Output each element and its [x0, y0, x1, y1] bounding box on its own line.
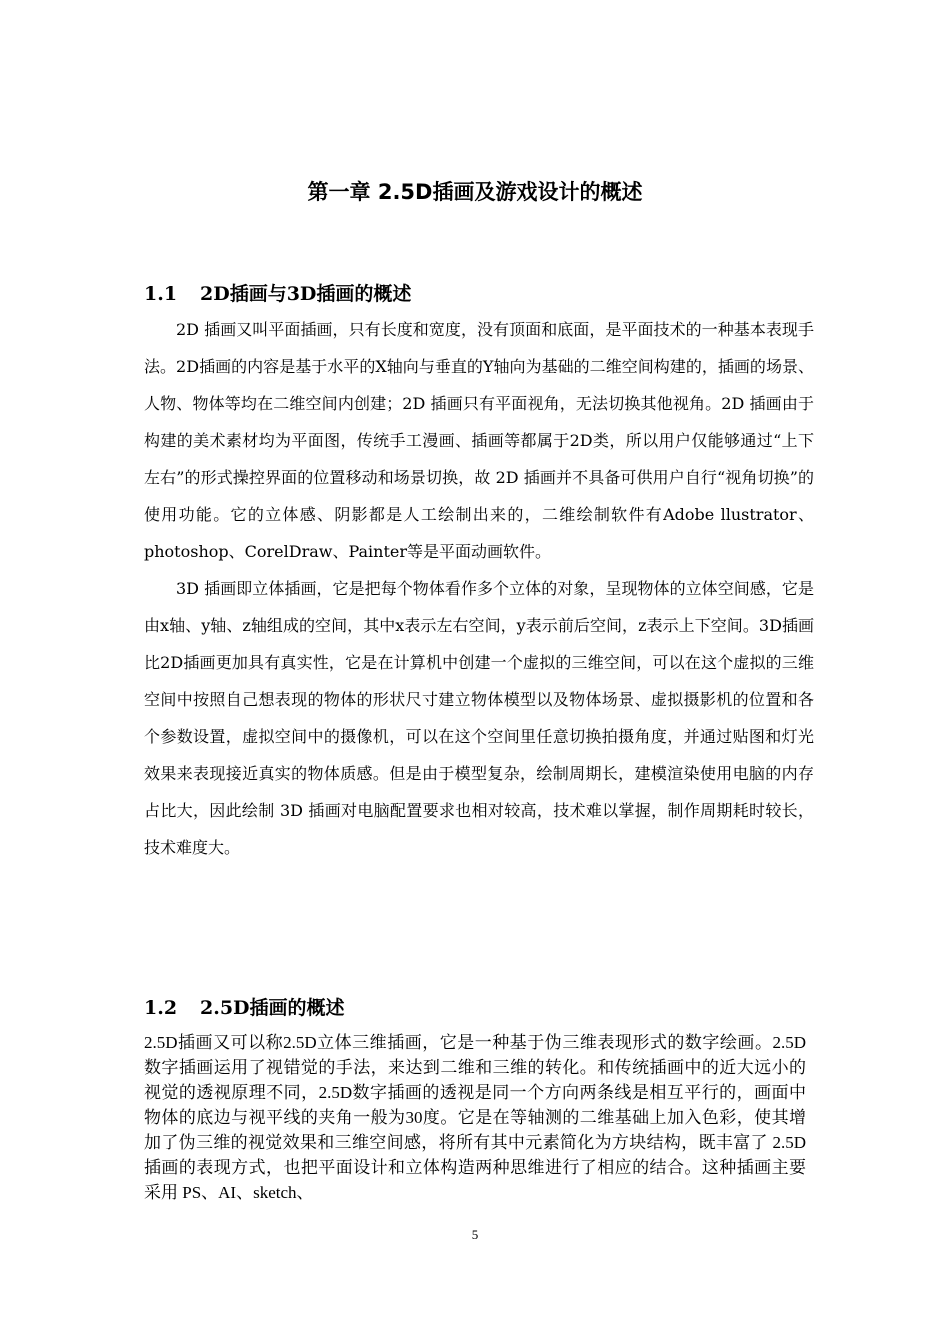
section-heading-1-2 [144, 994, 824, 1022]
paragraph-2-5d-illustration: 2.5D插画又可以称2.5D立体三维插画，它是一种基于伪三维表现形式的数字绘画。2.5D 数字插画运用了视错觉的手法，来达到二维和三维的转化。和传统插画中的近大远小的视觉的透视原理不同，2.5D数字插画的透视是同一个方向两条线是相互平行的，画面中物体的底边与视平线的夹角一般为30度。它是在等轴测的二维基础上加入色彩，使其增加了伪三维的视觉效果和三维空间感，将所有其中元素简化为方块结构，既丰富了 2.5D插画的表现方式，也把平面设计和立体构造两种思维进行了相应的结合。这种插画主要采用 PS、AI、sketch、 [144, 1033, 806, 1202]
section-title: 2.5D插画的概述 [200, 997, 345, 1019]
section-number: 1.2 [144, 997, 178, 1019]
paragraph-3d-illustration: 3D 插画即立体插画，它是把每个物体看作多个立体的对象，呈现物体的立体空间感，它是由x轴、y轴、z轴组成的空间，其中x表示左右空间，y表示前后空间，z表示上下空间。3D插画比2D插画更加具有真实性，它是在计算机中创建一个虚拟的三维空间，可以在这个虚拟的三维空间中按照自己想表现的物体的形状尺寸建立物体模型以及物体场景、虚拟摄影机的位置和各个参数设置，虚拟空间中的摄像机，可以在这个空间里任意切换拍摄角度，并通过贴图和灯光效果来表现接近真实的物体质感。但是由于模型复杂，绘制周期长，建模渲染使用电脑的内存占比大，因此绘制 3D 插画对电脑配置要求也相对较高，技术难以掌握，制作周期耗时较长，技术难度大。 [144, 579, 814, 857]
section-number: 1.1 [144, 283, 178, 305]
page-number: 5 [471, 1227, 479, 1242]
chapter-title: 第一章 2.5D插画及游戏设计的概述 [307, 180, 643, 204]
section-heading-1-1 [144, 280, 824, 308]
section-title: 2D插画与3D插画的概述 [200, 283, 412, 305]
section-1-1-body [144, 311, 814, 866]
paragraph-2d-illustration: 2D 插画又叫平面插画，只有长度和宽度，没有顶面和底面，是平面技术的一种基本表现手法。2D插画的内容是基于水平的X轴向与垂直的Y轴向为基础的二维空间构建的，插画的场景、人物、物体等均在二维空间内创建；2D 插画只有平面视角，无法切换其他视角。2D 插画由于构建的美术素材均为平面图，传统手工漫画、插画等都属于2D类，所以用户仅能够通过“上下左右”的形式操控界面的位置移动和场景切换，故 2D 插画并不具备可供用户自行“视角切换”的使用功能。它的立体感、阴影都是人工绘制出来的，二维绘制软件有Adobe llustrator、photoshop、CorelDraw、Painter等是平面动画软件。 [144, 320, 814, 561]
